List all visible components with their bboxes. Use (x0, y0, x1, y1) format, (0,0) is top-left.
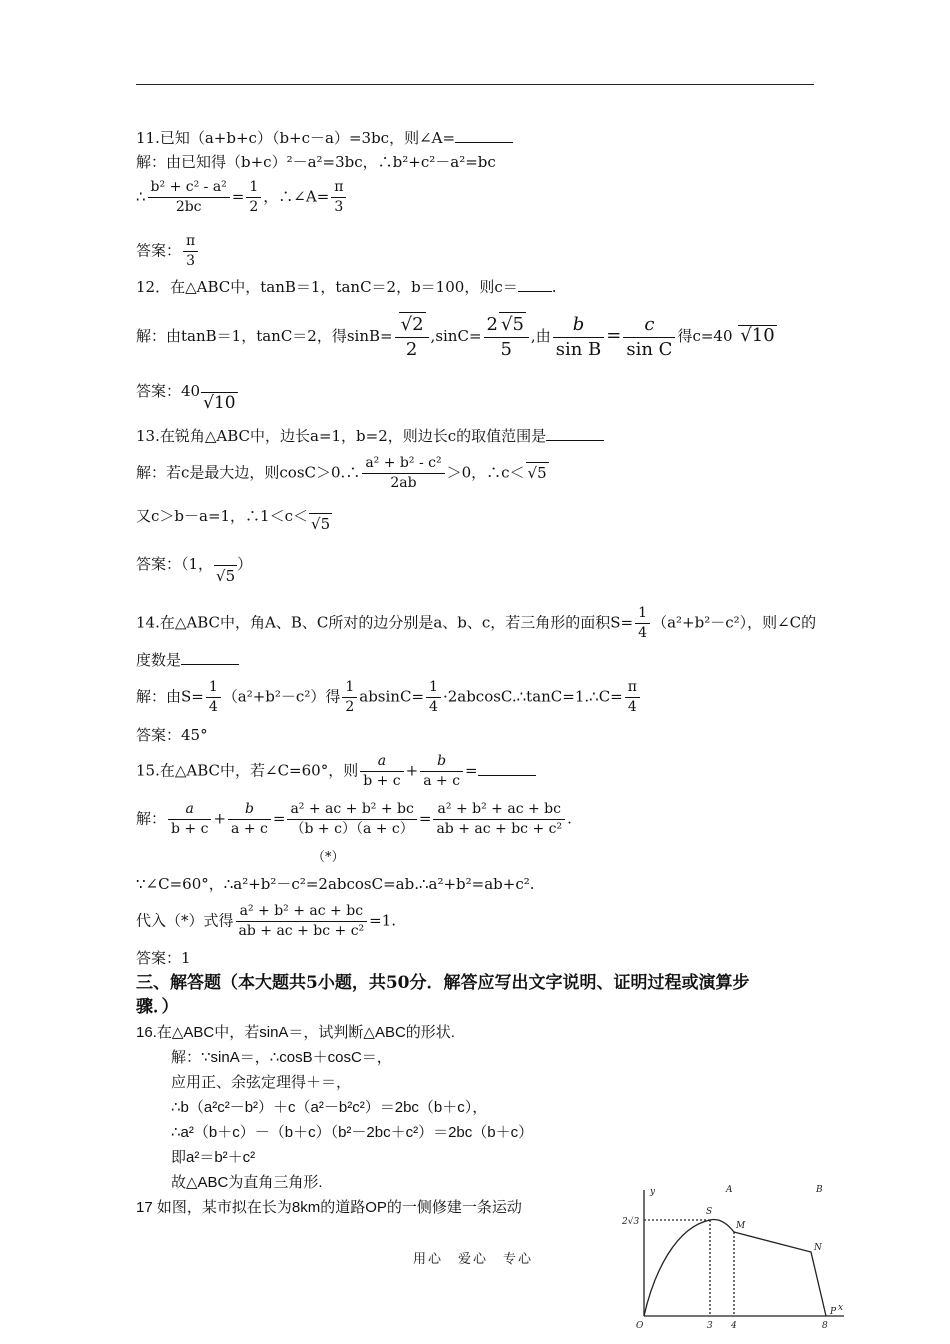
q14-stem-line2: 度数是 (136, 650, 239, 670)
q11-answer: 答案： $\frac{\pi}{3}$ (136, 232, 200, 271)
q13-solution-line1: 解：若c是最大边，则cosC＞0.∴ $\frac{\text{a² + b² - c²}}{2ab}$ ＞0，∴c＜√ 5 (136, 454, 549, 493)
curve-os (644, 1220, 734, 1317)
q15-since: ∵∠C=60°，∴a²+b²－c²=2abcosC=ab.∴a²+b²=ab+c². (136, 875, 535, 893)
fig-point-m: M (736, 1221, 746, 1231)
q15-solution: 解： $\frac{a}{b + c}$ + $\frac{b}{a + c}$ = $\frac{\text{a² + ac + b² + bc}}{(b + c)(a + c)}$ = $\frac{\text{a² + b² + ac + bc}}{\text{ab + ac + bc + c²}}$ . (136, 801, 572, 837)
polyline-mnp (734, 1232, 826, 1316)
fig-point-b: B (816, 1185, 823, 1195)
answer-blank (181, 650, 239, 665)
q13-solution-line2: 又c＞b－a=1，∴1＜c＜√ 5 (136, 505, 332, 526)
page-footer: 用心 爱心 专心 (413, 1252, 534, 1267)
fig-point-n: N (814, 1243, 822, 1253)
q12-solution: 解：由tanB＝1，tanC＝2，得sinB= √ $\frac{2}{2}$ ,sinC= $\frac{2√ 5}{5}$ ,由 $\frac{b}{\text{sin B}}$ = $\frac{c}{\text{sin C}}$ 得c=40 √ 10 (136, 312, 777, 362)
q15-star-note: （*） (312, 850, 345, 865)
fig-tick-4: 4 (731, 1321, 737, 1331)
fig-point-s: S (706, 1207, 713, 1217)
q16-line6: 故△ABC为直角三角形. (171, 1174, 323, 1191)
section3-heading: 三、解答题（本大题共5小题，共50分．解答应写出文字说明、证明过程或演算步 (136, 973, 750, 993)
q15-answer: 答案：1 (136, 949, 191, 967)
answer-blank (478, 761, 536, 776)
q16-stem: 16.在△ABC中，若sinA＝，试判断△ABC的形状. (136, 1024, 455, 1041)
q16-line1: 解：∵sinA＝，∴cosB＋cosC＝， (171, 1049, 392, 1066)
q15-stem: 15.在△ABC中，若∠C=60°，则 $\frac{a}{b + c}$ + $\frac{b}{a + c}$ = (136, 752, 536, 791)
q14-solution: 解：由S= $\frac{1}{4}$ （a²+b²－c²）得 $\frac{1}{2}$ absinC= $\frac{1}{4}$ ·2abcosC.∴tanC=1.∴C= $\frac{\pi}{4}$ (136, 678, 642, 717)
fig-y-label: y (650, 1187, 656, 1197)
q12-stem: 12．在△ABC中，tanB＝1，tanC＝2，b＝100，则c＝ . (136, 278, 557, 296)
fig-origin: O (636, 1321, 644, 1331)
fig-point-a: A (726, 1185, 733, 1195)
q11-solution-line1: 解：由已知得（b+c）²－a²=3bc，∴b²+c²－a²=bc (136, 153, 496, 171)
q16-line3: ∴b（a²c²－b²）＋c（a²－b²c²）＝2bc（b＋c）， (171, 1099, 488, 1116)
q16-line4: ∴a²（b＋c）－（b＋c）（b²－2bc＋c²）＝2bc（b＋c） (171, 1124, 534, 1141)
q12-answer: 答案：40√ 10 (136, 380, 238, 401)
q15-substitute: 代入（*）式得 $\frac{\text{a² + b² + ac + bc}}{\text{ab + ac + bc + c²}}$ =1. (136, 903, 397, 939)
q16-line5: 即a²＝b²＋c² (171, 1149, 256, 1166)
fig-y-tick: 2√3 (622, 1217, 640, 1227)
fig-x-label: x (838, 1303, 844, 1313)
q14-answer: 答案：45° (136, 726, 208, 744)
q13-stem: 13.在锐角△ABC中，边长a=1，b=2，则边长c的取值范围是 (136, 426, 604, 446)
q11-stem: 11.已知（a+b+c）（b+c－a）=3bc，则∠A= (136, 128, 513, 148)
answer-blank (455, 128, 513, 143)
q16-line2: 应用正、余弦定理得＋＝， (171, 1074, 352, 1091)
section3-heading-cont: 骤．） (136, 997, 179, 1017)
fig-tick-3: 3 (707, 1321, 713, 1331)
fig-tick-8: 8 (822, 1321, 828, 1331)
answer-blank (518, 277, 552, 292)
q17-stem: 17 如图，某市拟在长为8km的道路OP的一侧修建一条运动 (136, 1199, 522, 1216)
q17-figure (606, 1182, 846, 1340)
q13-answer: 答案：（1，√ 5） (136, 553, 252, 574)
q11-solution-line2: ∴ $\frac{\text{b² + c² - a²}}{2bc}$ = $\frac{1}{2}$ ，∴∠A= $\frac{\pi}{3}$ (136, 178, 348, 217)
fig-point-p: P (830, 1307, 837, 1317)
q14-stem: 14.在△ABC中，角A、B、C所对的边分别是a、b、c，若三角形的面积S= $\frac{1}{4}$ （a²+b²－c²），则∠C的 (136, 605, 817, 641)
answer-blank (546, 426, 604, 441)
header-rule (136, 84, 814, 85)
